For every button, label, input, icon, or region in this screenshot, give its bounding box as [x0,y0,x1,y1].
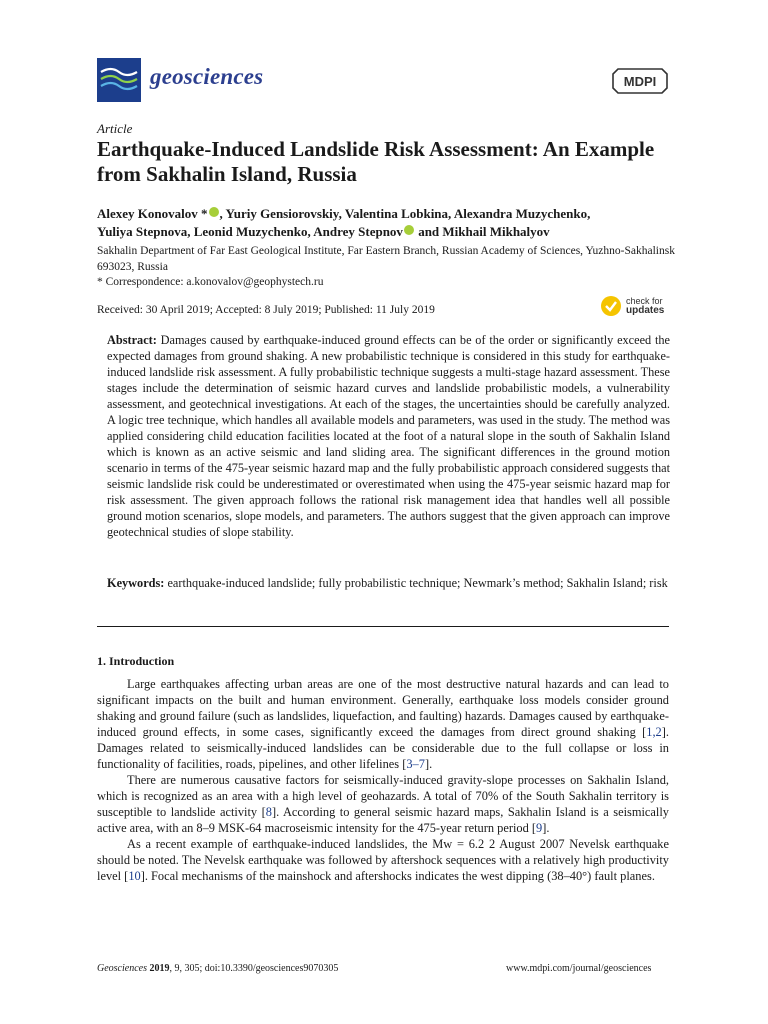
author-list [97,205,677,241]
journal-name: geosciences [150,64,264,89]
author-line-2-rest: and Mikhail Mikhalyov [414,224,550,239]
citation-link[interactable]: 8 [265,805,272,819]
affiliation: Sakhalin Department of Far East Geological Institute, Far Eastern Branch, Russian Academy of Sciences, Yuzhno-Sakhalinsk 693023, Russia [97,245,675,273]
section-heading: 1. Introduction [97,654,175,668]
paragraph: There are numerous causative factors for seismically-induced gravity-slope processes on Sakhalin Island, which is recognized as an area with a high level of geohazards. A total of 70% of the South Sakhalin territory is susceptible to landslide activity [8]. According to general seismic hazard maps, Sakhalin Island is a seismically active area, with an 8–9 MSK-64 macroseismic intensity for the 475-year return period [9]. [97,773,669,835]
section-divider [97,626,669,627]
mdpi-logo [612,68,668,94]
check-updates-label: check for [626,296,663,306]
orcid-icon[interactable] [209,207,219,217]
check-updates-icon [600,295,622,317]
author-line-1: Alexey Konovalov * [97,206,208,221]
abstract-label: Abstract: [107,333,157,347]
paragraph: As a recent example of earthquake-induced landslides, the Mw = 6.2 2 August 2007 Nevelsk earthquake should be noted. The Nevelsk earthquake was followed by aftershock sequences with a relatively high productivity level [10]. Focal mechanisms of the mainshock and aftershocks indicates the west dipping (38–40°) fault planes. [97,837,669,883]
citation-link[interactable]: 3–7 [406,757,425,771]
article-title: Earthquake-Induced Landslide Risk Assessment: An Example from Sakhalin Island, Russia [97,137,655,186]
footer-url[interactable]: www.mdpi.com/journal/geosciences [506,963,652,974]
article-type: Article [97,121,133,136]
citation-link[interactable]: 10 [128,869,141,883]
publication-dates: Received: 30 April 2019; Accepted: 8 July 2019; Published: 11 July 2019 [97,304,435,316]
keywords-label: Keywords: [107,576,165,590]
affiliation-block [97,244,677,291]
author-line-1-rest: , Yuriy Gensiorovskiy, Valentina Lobkina, Alexandra Muzychenko, [219,206,591,221]
abstract [107,332,670,540]
svg-text:MDPI: MDPI [623,74,657,89]
journal-waves-icon [97,58,141,102]
author-line-2: Yuliya Stepnova, Leonid Muzychenko, Andrey Stepnov [97,224,403,239]
keywords [107,575,670,591]
check-updates-label-bold: updates [626,305,665,316]
orcid-icon[interactable] [404,225,414,235]
keywords-text: earthquake-induced landslide; fully probabilistic technique; Newmark’s method; Sakhalin Island; risk [167,576,668,590]
footer-citation: Geosciences 2019, 9, 305; doi:10.3390/geosciences9070305 [97,963,339,974]
citation-link[interactable]: 1,2 [646,725,662,739]
correspondence: * Correspondence: a.konovalov@geophystech.ru [97,276,324,288]
abstract-text: Damages caused by earthquake-induced ground effects can be of the order or significantly exceed the expected damages from ground shaking. A new probabilistic technique is considered in this study for earthquake-induced landslide risk assessment. A fully probabilistic technique suggests a multi-stage hazard assessment. These stages include the determination of seismic hazard curves and landslide probabilistic models, a vulnerability assessment, and geotechnical investigations. At each of the stages, the uncertainties should be carefully analyzed. A logic tree technique, which handles all available models and parameters, was used in the study. The method was applied considering child education facilities located at the foot of a natural slope in the south of Sakhalin Island which is known as an active seismic and land sliding area. The significant differences in the ground motion scenario in terms of the 475-year seismic hazard map and the fully probabilistic approach considered suggests that seismic landslide risk could be underestimated or overestimated when using the 475-year seismic hazard map for risk assessment. The given approach follows the rational risk management idea that handles well all possible ground motion scenarios, slope models, and parameters. The authors suggest that the given approach can improve geotechnical studies of slope stability. [107,333,671,539]
introduction-body [97,676,669,884]
paragraph: Large earthquakes affecting urban areas are one of the most destructive natural hazards and can lead to significant impacts on the built and human environment. Generally, earthquake loss models consider ground shaking and ground failure (such as landslides, liquefaction, and faulting) hazards. Damages caused by earthquake-induced ground effects, in some cases, significantly exceed the damages from direct ground shaking [1,2]. Damages related to seismically-induced landslides can be considerable due to the full collapse or loss in functionality of facilities, roads, pipelines, and other lifelines [3–7]. [97,677,669,771]
citation-link[interactable]: 9 [536,821,543,835]
check-for-updates-button[interactable] [600,295,670,319]
